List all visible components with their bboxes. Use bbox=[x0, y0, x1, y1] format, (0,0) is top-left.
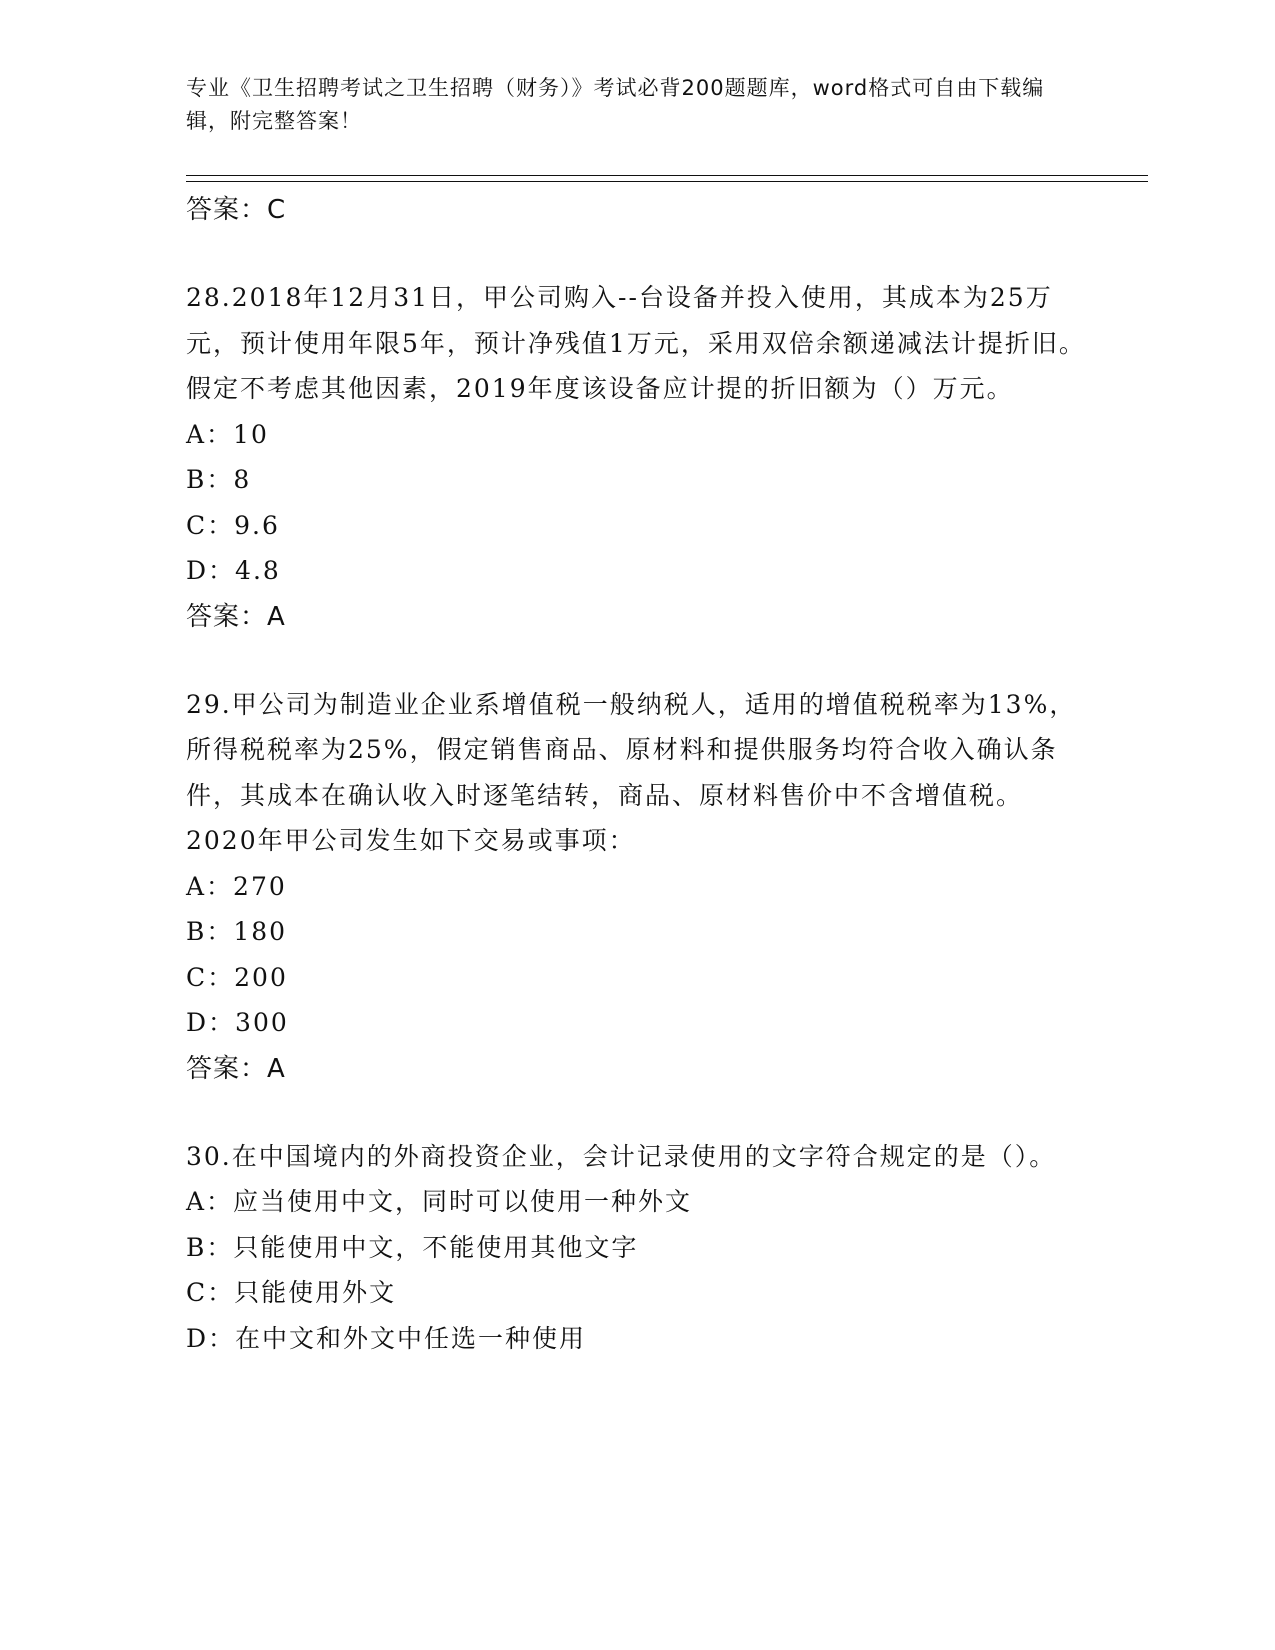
question-29 bbox=[186, 682, 1086, 1092]
question-stem: 28.2018年12月31日，甲公司购入--台设备并投入使用，其成本为25万元，预计使用年限5年，预计净残值1万元，采用双倍余额递减法计提折旧。假定不考虑其他因素，2019年度该设备应计提的折旧额为（）万元。 bbox=[186, 283, 1086, 403]
question-28 bbox=[186, 275, 1086, 640]
answer: 答案：A bbox=[186, 601, 286, 632]
option-c: C：200 bbox=[186, 962, 288, 992]
question-stem: 30.在中国境内的外商投资企业，会计记录使用的文字符合规定的是（）。 bbox=[186, 1141, 1057, 1171]
option-b: B：8 bbox=[186, 465, 252, 494]
option-d: D：300 bbox=[186, 1008, 289, 1037]
option-d: D：在中文和外文中任选一种使用 bbox=[186, 1323, 587, 1353]
question-list bbox=[186, 187, 1086, 1361]
option-a: A：270 bbox=[186, 871, 287, 901]
question-30 bbox=[186, 1134, 1086, 1362]
option-c: C：9.6 bbox=[186, 510, 280, 540]
previous-answer: 答案：C bbox=[186, 195, 287, 225]
document-header: 专业《卫生招聘考试之卫生招聘（财务）》考试必背200题题库，word格式可自由下载编辑，附完整答案！ bbox=[186, 76, 1045, 133]
option-b: B：180 bbox=[186, 917, 288, 946]
question-stem: 29.甲公司为制造业企业系增值税一般纳税人，适用的增值税税率为13%，所得税税率为25%，假定销售商品、原材料和提供服务均符合收入确认条件，其成本在确认收入时逐笔结转，商品、原材料售价中不含增值税。2020年甲公司发生如下交易或事项： bbox=[186, 689, 1077, 855]
header-rule-top bbox=[186, 175, 1148, 176]
option-c: C：只能使用外文 bbox=[186, 1278, 397, 1307]
answer: 答案：A bbox=[186, 1053, 286, 1084]
option-a: A：10 bbox=[186, 419, 269, 449]
option-b: B：只能使用中文，不能使用其他文字 bbox=[186, 1232, 639, 1262]
header-rule-bottom bbox=[186, 181, 1148, 182]
option-a: A：应当使用中文，同时可以使用一种外文 bbox=[186, 1187, 693, 1216]
option-d: D：4.8 bbox=[186, 556, 281, 585]
